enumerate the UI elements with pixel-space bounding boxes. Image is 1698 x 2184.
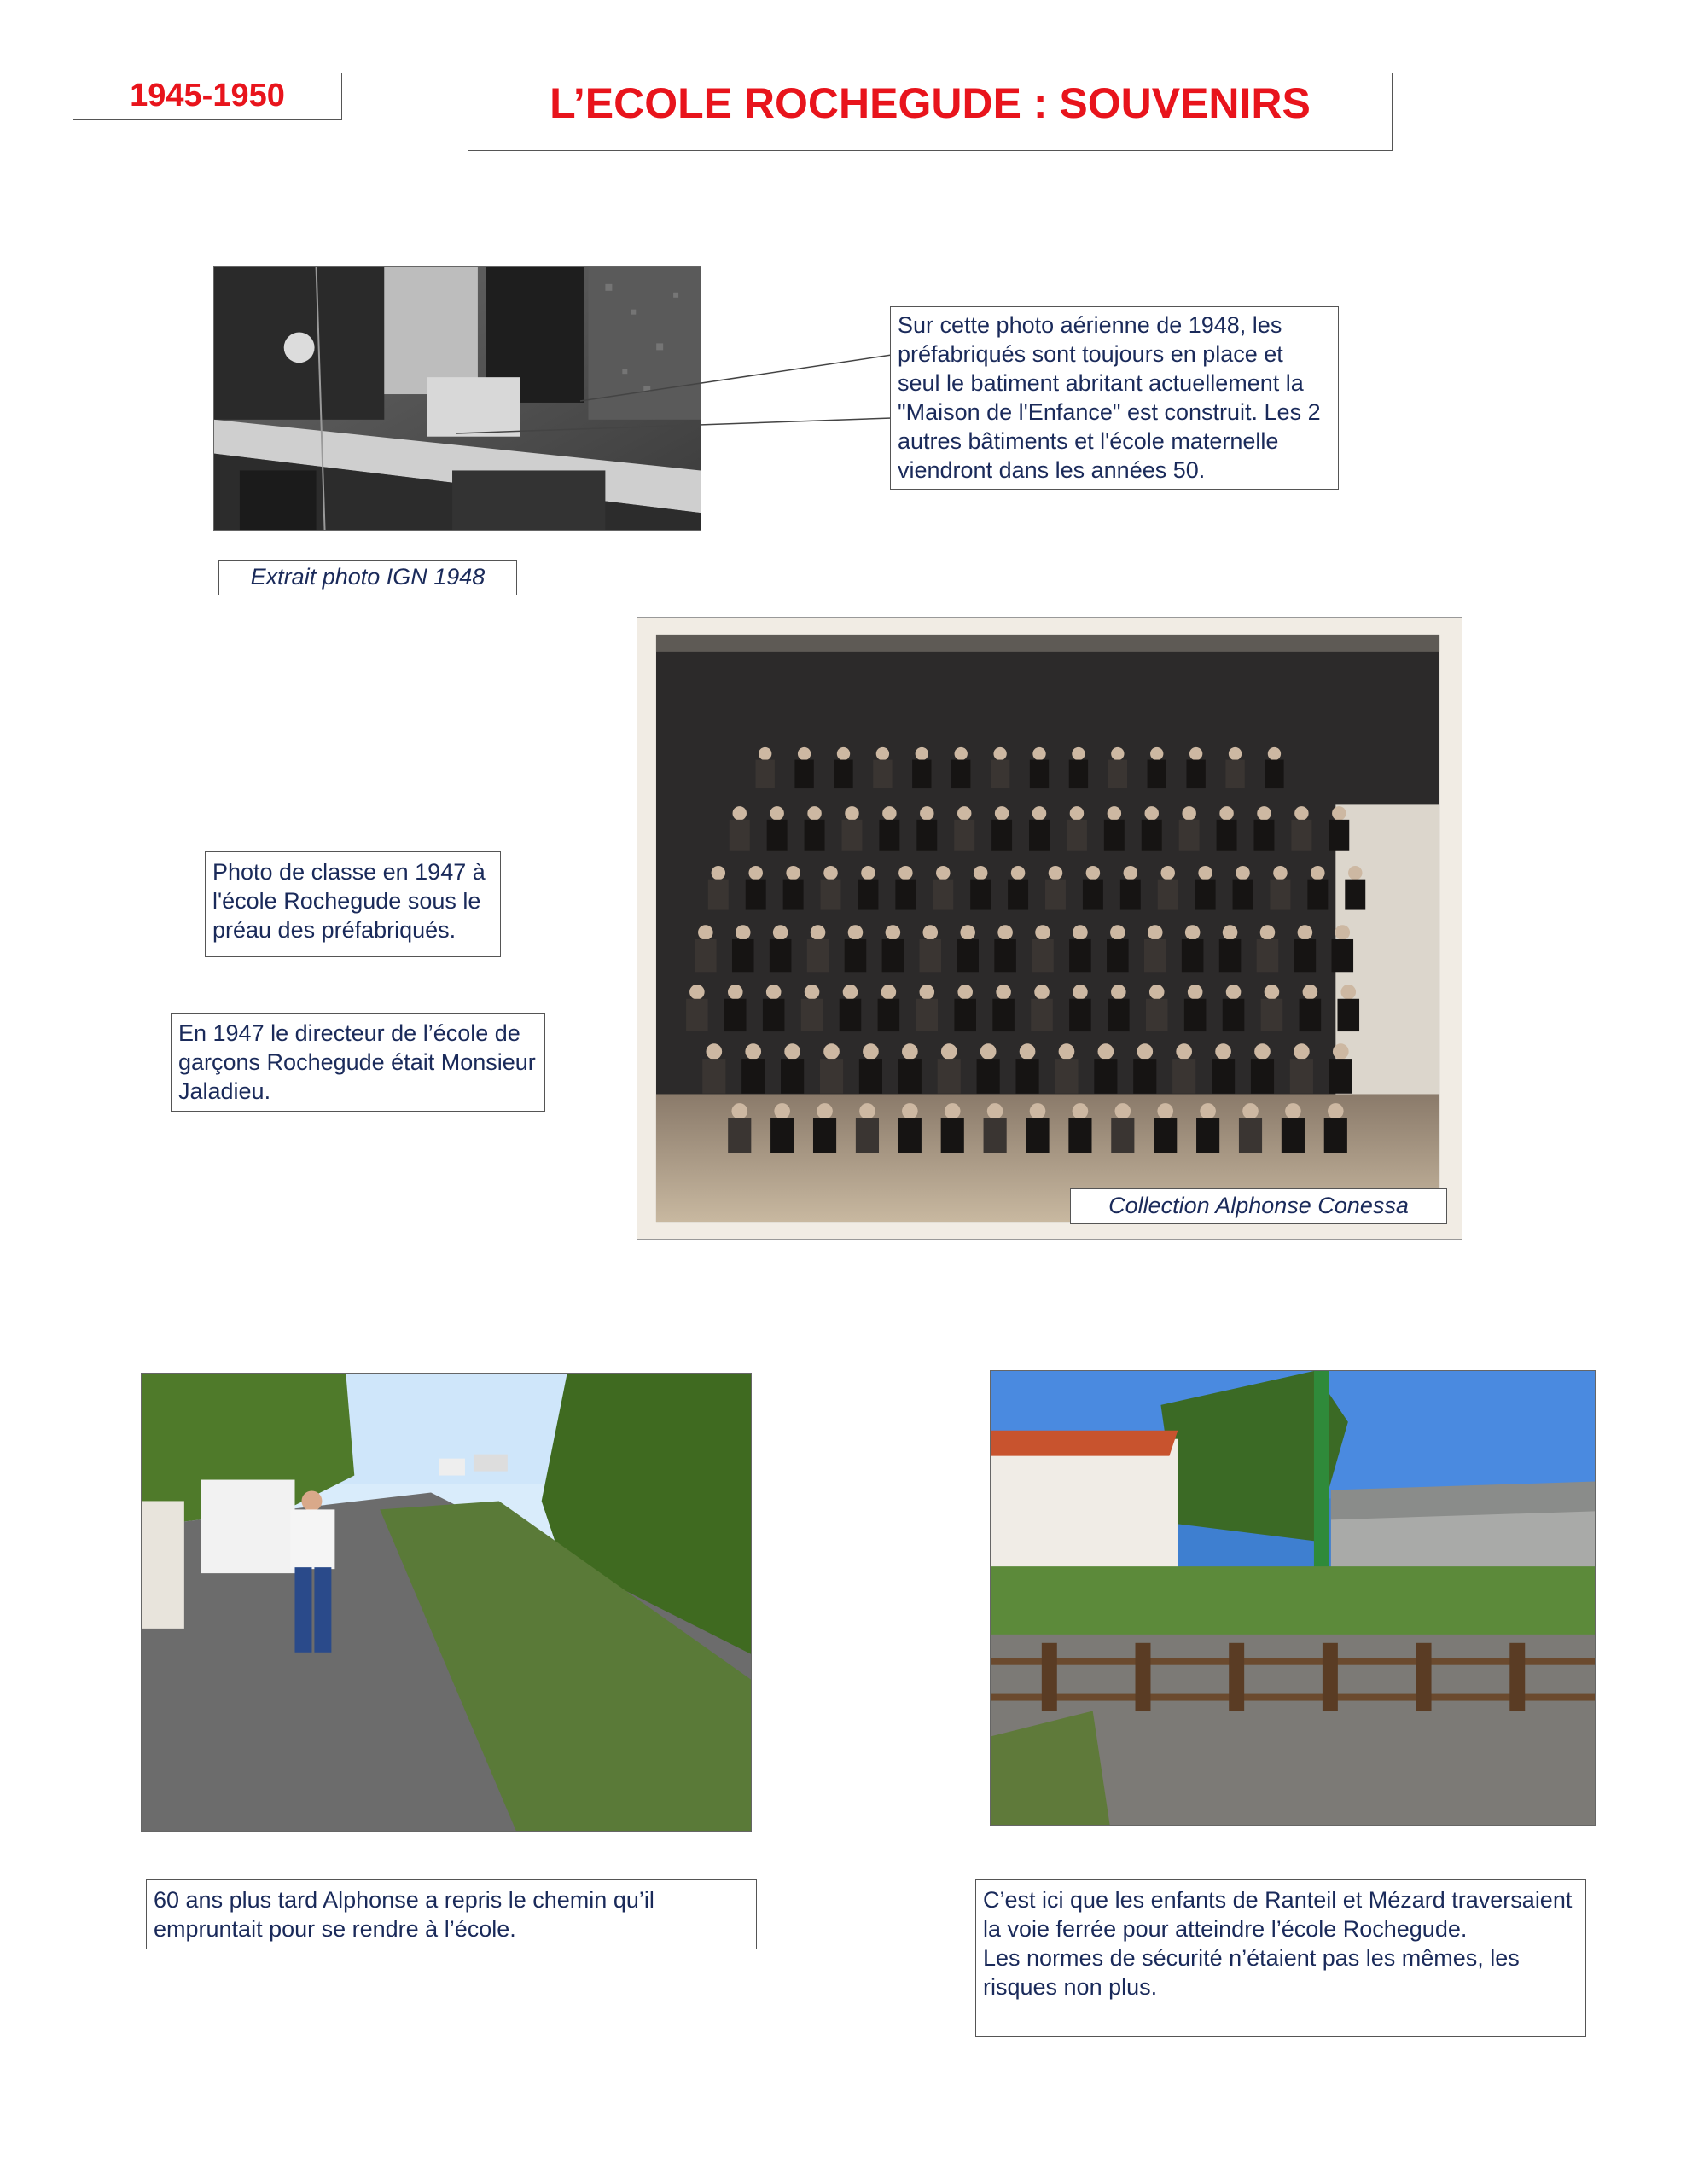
path-photo (141, 1373, 752, 1832)
class-photo-credit: Collection Alphonse Conessa (1070, 1188, 1447, 1224)
class-photo-caption: Photo de classe en 1947 à l'école Rochegude sous le préau des préfabriqués. (205, 851, 501, 957)
rail-photo-caption (975, 1879, 1586, 2037)
title-box (468, 73, 1393, 151)
rail-photo (990, 1370, 1596, 1826)
aerial-caption: Sur cette photo aérienne de 1948, les préfabriqués sont toujours en place et seul le batiment abritant actuellement la "Maison de l'Enfance" est construit. Les 2 autres bâtiments et l'école maternelle viendront dans les années 50. (890, 306, 1339, 490)
path-photo-caption: 60 ans plus tard Alphonse a repris le chemin qu’il empruntait pour se rendre à l’école. (146, 1879, 757, 1949)
page-title: L’ECOLE ROCHEGUDE : SOUVENIRS (550, 79, 1311, 127)
aerial-photo (213, 266, 701, 531)
director-note: En 1947 le directeur de l’école de garçons Rochegude était Monsieur Jaladieu. (171, 1013, 545, 1112)
class-photo (637, 617, 1462, 1240)
period-box (73, 73, 342, 120)
rail-caption-text-1: C’est ici que les enfants de Ranteil et Mézard traversaient la voie ferrée pour atteindre l’école Rochegude. (983, 1887, 1573, 1942)
rail-caption-text-2: Les normes de sécurité n’étaient pas les mêmes, les risques non plus. (983, 1945, 1520, 2000)
aerial-credit: Extrait photo IGN 1948 (218, 560, 517, 595)
period-label: 1945-1950 (130, 78, 285, 113)
